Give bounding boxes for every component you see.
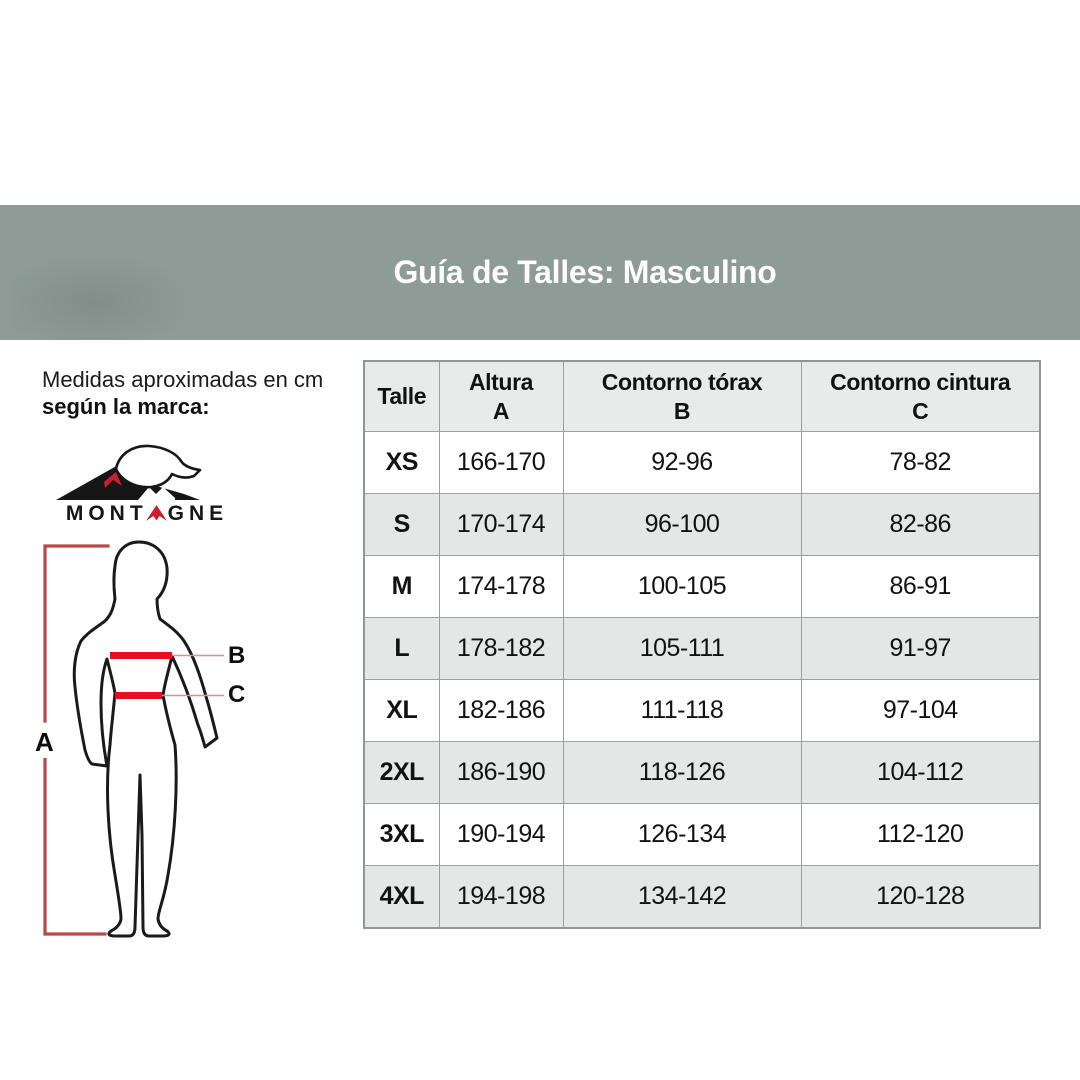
table-row	[364, 432, 1040, 494]
altura-cell: 190-194	[439, 804, 563, 866]
banner	[0, 205, 1080, 340]
table-row	[364, 742, 1040, 804]
table-row	[364, 680, 1040, 742]
cintura-cell: 78-82	[801, 432, 1040, 494]
body-outline-figure	[25, 535, 255, 947]
size-cell: M	[364, 556, 439, 618]
cintura-cell: 112-120	[801, 804, 1040, 866]
header-line: Talle	[377, 383, 427, 410]
montagne-logo	[52, 442, 242, 526]
intro-line-2: según la marca:	[42, 394, 210, 419]
height-measure-label: A	[32, 727, 57, 758]
table-row	[364, 866, 1040, 928]
wordmark-left: MONT	[65, 502, 148, 525]
column-header-cintura	[801, 361, 1040, 432]
header-line: Contorno cintura	[830, 368, 1011, 395]
torax-cell: 96-100	[563, 494, 801, 556]
altura-cell: 178-182	[439, 618, 563, 680]
page-title: Guía de Talles: Masculino	[393, 254, 777, 290]
banner-smudge	[12, 253, 197, 343]
size-cell: XS	[364, 432, 439, 494]
table-row	[364, 618, 1040, 680]
torax-cell: 118-126	[563, 742, 801, 804]
altura-cell: 182-186	[439, 680, 563, 742]
cintura-cell: 82-86	[801, 494, 1040, 556]
table-row	[364, 494, 1040, 556]
cintura-cell: 104-112	[801, 742, 1040, 804]
header-line: A	[492, 397, 510, 424]
intro-note	[42, 366, 323, 420]
table-row	[364, 804, 1040, 866]
cintura-cell: 91-97	[801, 618, 1040, 680]
torax-cell: 100-105	[563, 556, 801, 618]
column-header-torax	[563, 361, 801, 432]
altura-cell: 166-170	[439, 432, 563, 494]
header-line: Contorno tórax	[601, 368, 763, 395]
column-header-altura	[439, 361, 563, 432]
header-row	[364, 361, 1040, 432]
body-outline	[74, 542, 217, 936]
logo-wordmark	[52, 502, 242, 526]
torax-cell: 126-134	[563, 804, 801, 866]
waist-measure-label: C	[228, 681, 246, 708]
red-peak-icon	[146, 505, 167, 522]
altura-cell: 194-198	[439, 866, 563, 928]
size-cell: S	[364, 494, 439, 556]
altura-cell: 186-190	[439, 742, 563, 804]
header-line: B	[673, 397, 691, 424]
cintura-cell: 86-91	[801, 556, 1040, 618]
size-cell: L	[364, 618, 439, 680]
cintura-cell: 120-128	[801, 866, 1040, 928]
mountain-eagle-icon	[52, 442, 242, 500]
wordmark-right: GNE	[167, 502, 229, 525]
size-cell: 2XL	[364, 742, 439, 804]
chest-measure-label: B	[228, 642, 246, 669]
altura-cell: 170-174	[439, 494, 563, 556]
measurement-diagram	[25, 535, 255, 947]
column-header-talle	[364, 361, 439, 432]
torax-cell: 134-142	[563, 866, 801, 928]
header-line: Altura	[468, 368, 534, 395]
intro-line-1: Medidas aproximadas en cm	[42, 367, 324, 392]
torax-cell: 111-118	[563, 680, 801, 742]
cintura-cell: 97-104	[801, 680, 1040, 742]
chest-measure-bar	[110, 652, 172, 659]
header-line: C	[912, 397, 929, 424]
waist-measure-bar	[115, 692, 162, 699]
size-cell: 4XL	[364, 866, 439, 928]
table-row	[364, 556, 1040, 618]
size-table	[363, 360, 1041, 929]
torax-cell: 92-96	[563, 432, 801, 494]
altura-cell: 174-178	[439, 556, 563, 618]
size-cell: XL	[364, 680, 439, 742]
torax-cell: 105-111	[563, 618, 801, 680]
size-cell: 3XL	[364, 804, 439, 866]
